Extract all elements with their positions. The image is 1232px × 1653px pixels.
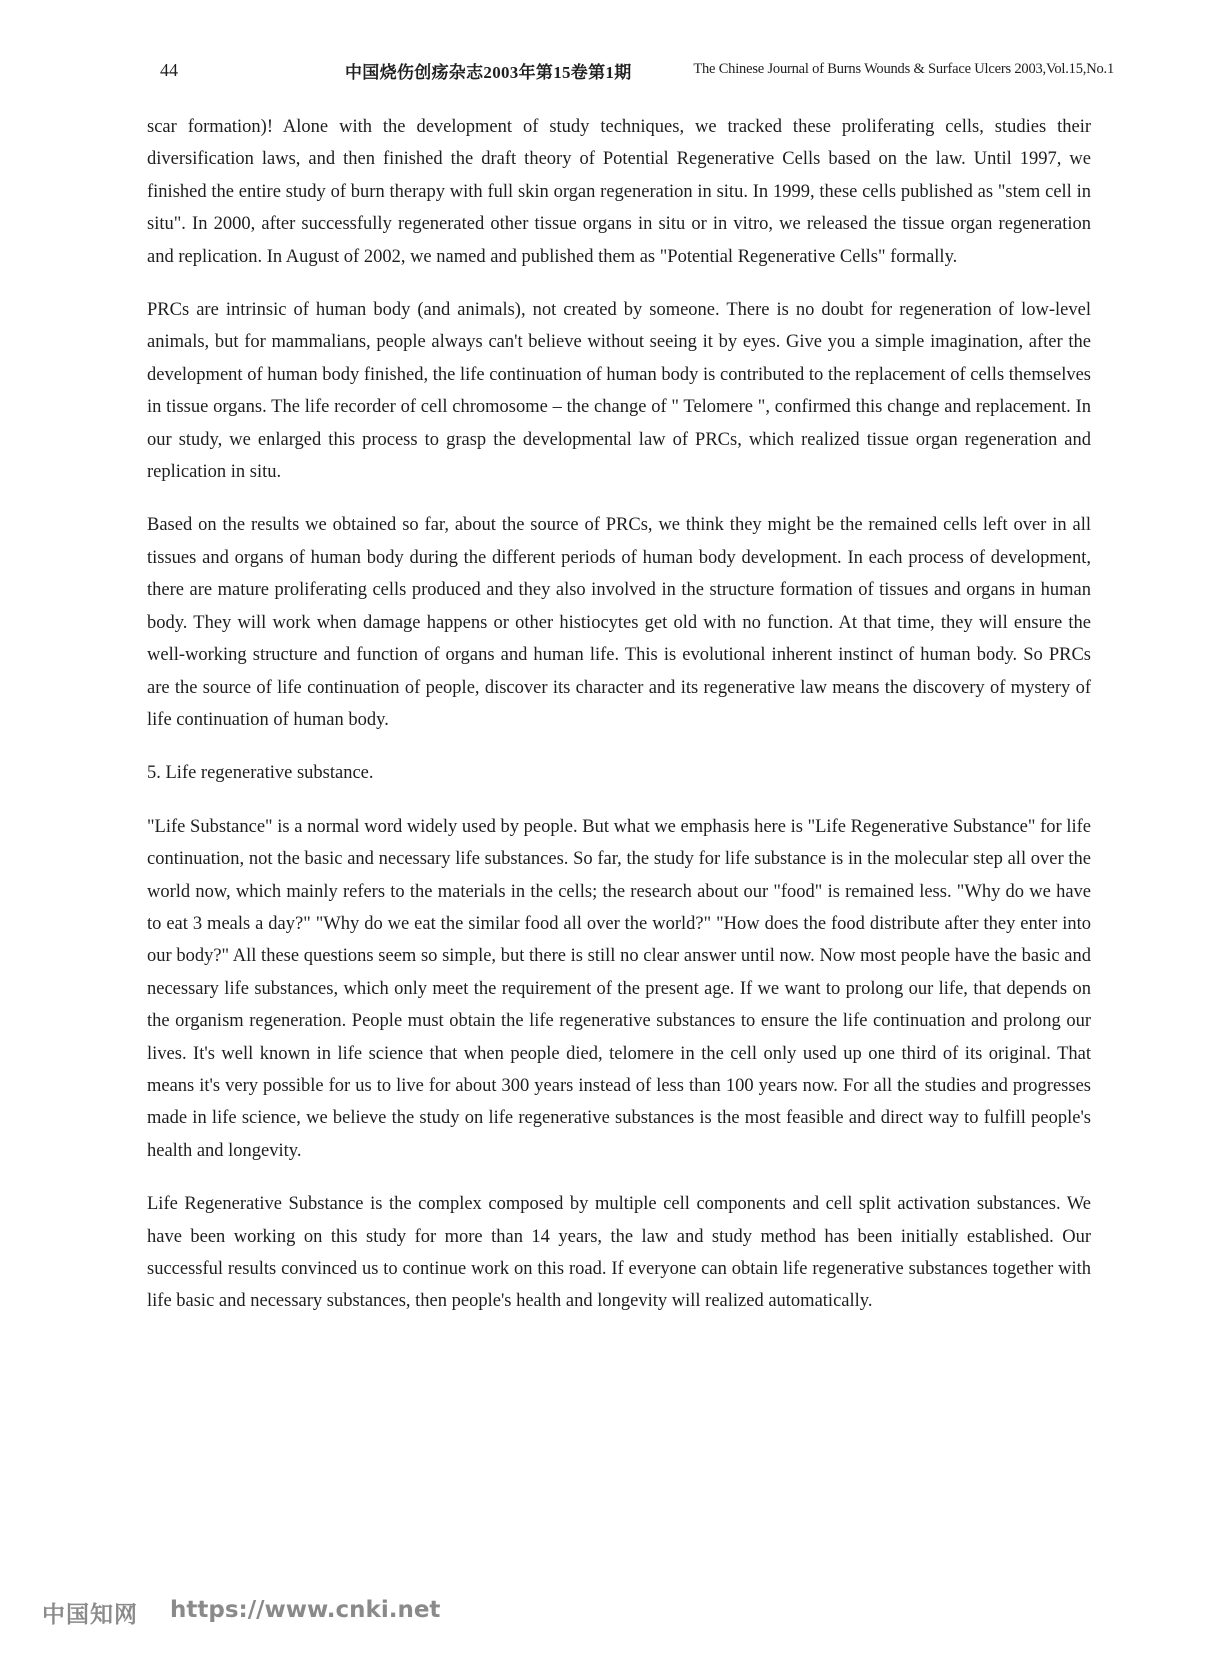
cnki-logo: 中国知网 [42, 1602, 138, 1628]
cnki-url[interactable]: https://www.cnki.net [170, 1597, 441, 1623]
page-header [160, 58, 1114, 86]
journal-title-chinese: 中国烧伤创疡杂志2003年第15卷第1期 [345, 63, 632, 82]
article-body [147, 111, 1091, 1339]
paragraph-1: scar formation)! Alone with the development of study techniques, we tracked these proliferating cells, studies their diversification laws, and then finished the draft theory of Potential Regenerative Cells based on the law. Until 1997, we finished the entire study of burn therapy with full skin organ regeneration in situ. In 1999, these cells published as "stem cell in situ". In 2000, after successfully regenerated other tissue organs in situ or in vitro, we released the tissue organ regeneration and replication. In August of 2002, we named and published them as "Potential Regenerative Cells" formally. [147, 117, 1091, 267]
paragraph-3: Based on the results we obtained so far, about the source of PRCs, we think they might be the remained cells left over in all tissues and organs of human body during the different periods of human body development. In each process of development, there are mature proliferating cells produced and they also involved in the structure formation of tissues and organs in human body. They will work when damage happens or other histiocytes get old with no function. At that time, they will ensure the well-working structure and function of organs and human life. This is evolutional inherent instinct of human body. So PRCs are the source of life continuation of people, discover its character and its regenerative law means the discovery of mystery of life continuation of human body. [147, 515, 1091, 730]
paragraph-4: "Life Substance" is a normal word widely used by people. But what we emphasis here is "Life Regenerative Substance" for life continuation, not the basic and necessary life substances. So far, the study for life substance is in the molecular step all over the world now, which mainly refers to the materials in the cells; the research about our "food" is remained less. "Why do we have to eat 3 meals a day?" "Why do we eat the similar food all over the world?" "How does the food distribute after they enter into our body?" All these questions seem so simple, but there is still no clear answer until now. Now most people have the basic and necessary life substances, which only meet the requirement of the present age. If we want to prolong our life, that depends on the organism regeneration. People must obtain the life regenerative substances to ensure the life continuation and prolong our lives. It's well known in life science that when people died, telomere in the cell only used up one third of its original. That means it's very possible for us to live for about 300 years instead of less than 100 years now. For all the studies and progresses made in life science, we believe the study on life regenerative substances is the most feasible and direct way to fulfill people's health and longevity. [147, 816, 1091, 1161]
paragraph-2: PRCs are intrinsic of human body (and animals), not created by someone. There is no doubt for regeneration of low-level animals, but for mammalians, people always can't believe without seeing it by eyes. Give you a simple imagination, after the development of human body finished, the life continuation of human body is contributed to the replacement of cells themselves in tissue organs. The life recorder of cell chromosome – the change of " Telomere ", confirmed this change and replacement. In our study, we enlarged this process to grasp the developmental law of PRCs, which realized tissue organ regeneration and replication in situ. [147, 300, 1091, 483]
section-heading: 5. Life regenerative substance. [147, 763, 374, 784]
page-number: 44 [160, 60, 178, 80]
paragraph-5: Life Regenerative Substance is the complex composed by multiple cell components and cell split activation substances. We have been working on this study for more than 14 years, the law and study method has been initially established. Our successful results convinced us to continue work on this road. If everyone can obtain life regenerative substances together with life basic and necessary substances, then people's health and longevity will realized automatically. [147, 1194, 1091, 1312]
journal-title-english: The Chinese Journal of Burns Wounds & Surface Ulcers 2003,Vol.15,No.1 [693, 61, 1114, 77]
